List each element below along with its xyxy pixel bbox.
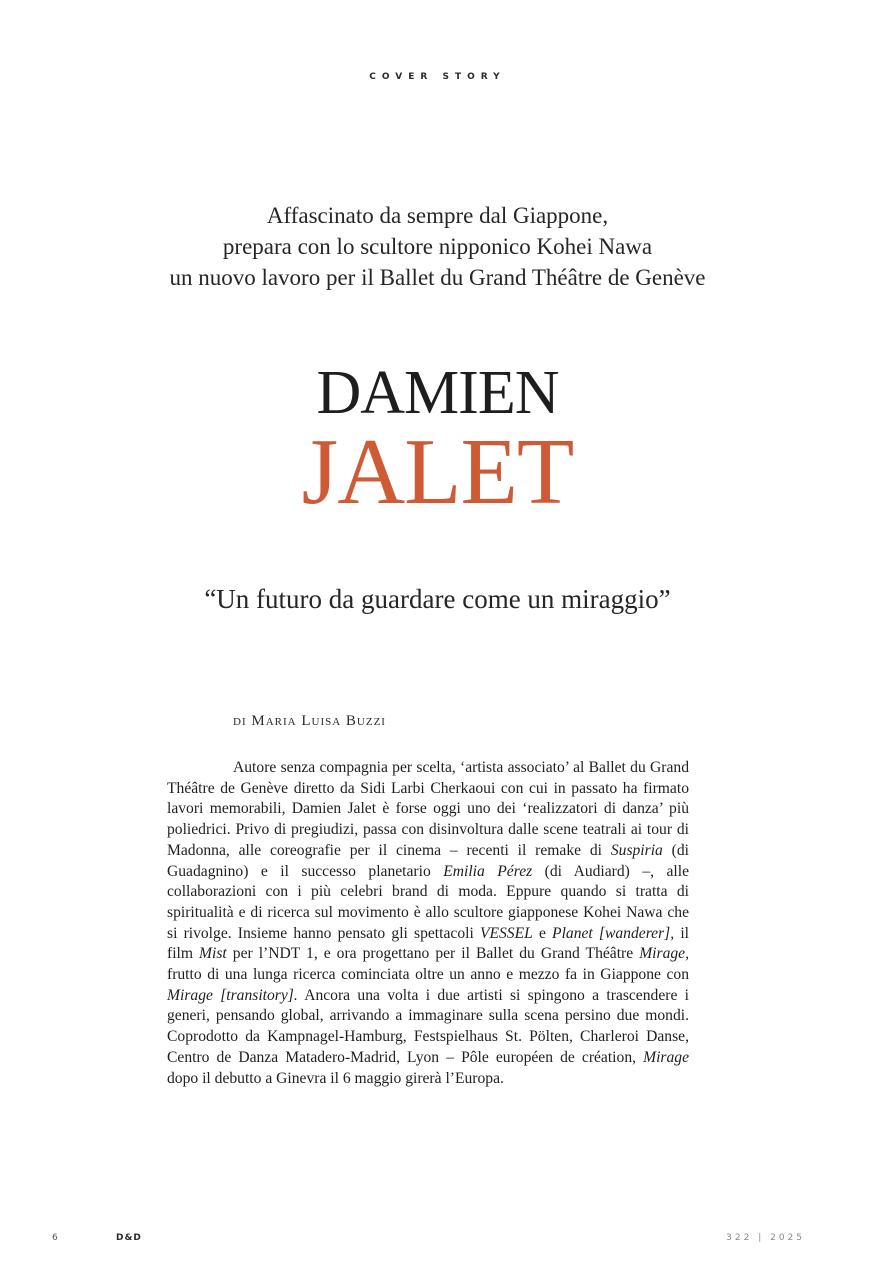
body-text-run: e (532, 924, 553, 942)
subtitle-line: prepara con lo scultore nipponico Kohei Nawa (222, 234, 653, 259)
body-italic-title: Mirage [transitory]. (167, 986, 298, 1004)
body-italic-title: Emilia Pérez (443, 862, 533, 880)
body-italic-title: Mist (199, 945, 227, 963)
body-text-run: Ancora una volta i due artisti si spingono a trascendere i generi, pensando global, arrivando a immaginare sulla scena persino due mondi. Coprodotto da Kampnagel-Hamburg, Festspielhaus St. Pölten, Charleroi Danse, Centro de Danza Matadero-Madrid, Lyon – Pôle européen de création, (167, 986, 689, 1066)
subtitle-line: Affascinato da sempre dal Giappone, (266, 203, 609, 228)
body-italic-title: Mirage, (639, 945, 689, 963)
page-number: 6 (52, 1233, 58, 1243)
body-italic-title: VESSEL (479, 924, 533, 942)
body-text-run: per l’NDT 1, e ora progettano per il Ballet du Grand Théâtre (226, 945, 640, 963)
body-text-run: frutto di una lunga ricerca cominciata oltre un anno e mezzo fa in Giappone con (167, 966, 689, 984)
byline: di Maria Luisa Buzzi (233, 713, 386, 729)
issue-number: 322 | 2025 (726, 1233, 805, 1243)
body-text-run: il film (167, 924, 689, 963)
article-subtitle (60, 200, 815, 293)
body-italic-title: Mirage (643, 1048, 689, 1066)
body-text-run: Autore senza compagnia per scelta, ‘artista associato’ al Ballet du Grand Théâtre de Genève diretto da Sidi Larbi Cherkaoui con cui in passato ha firmato lavori memorabili, Damien Jalet è forse oggi uno dei ‘realizzatori di danza’ più poliedrici. Privo di pregiudizi, passa con disinvoltura dalle scene teatrali ai tour di Madonna, alle coreografie per il cinema – recenti il remake di (167, 759, 689, 859)
body-text-run: dopo il debutto a Ginevra il 6 maggio girerà l’Europa. (167, 1069, 504, 1087)
magazine-brand: D&D (116, 1233, 142, 1243)
body-text-run: (di Audiard) –, alle collaborazioni con i più celebri brand di moda. Eppure quando si tratta di spiritualità e di ricerca sul movimento è allo scultore giapponese Kohei Nawa che si rivolge. Insieme hanno pensato gli spettacoli (167, 862, 689, 942)
pull-quote: “Un futuro da guardare come un miraggio” (204, 584, 671, 614)
section-label: COVER STORY (369, 72, 506, 82)
title-first-name: DAMIEN (316, 359, 559, 427)
title-last-name: JALET (301, 420, 574, 524)
body-text-run: (di Guadagnino) e il successo planetario (167, 841, 689, 880)
body-italic-title: Suspiria (610, 841, 663, 859)
body-italic-title: Planet [wanderer], (552, 924, 675, 942)
subtitle-line: un nuovo lavoro per il Ballet du Grand Théâtre de Genève (169, 265, 706, 290)
article-body (167, 758, 689, 1089)
